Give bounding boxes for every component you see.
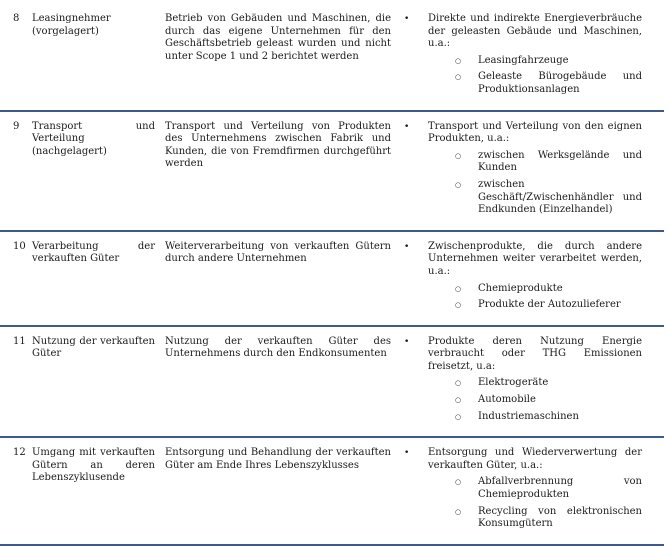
category-name: Nutzung der verkauften Güter	[32, 335, 155, 360]
number-cell	[0, 231, 30, 326]
sub-list-item	[428, 179, 642, 217]
examples-cell	[399, 231, 664, 326]
table-row	[0, 326, 664, 438]
category-cell	[30, 231, 161, 326]
category-number: 8	[13, 13, 20, 24]
sub-example-text: zwischen Werksgelände und Kunden	[478, 149, 642, 174]
number-cell	[0, 326, 30, 438]
list-item	[399, 447, 642, 531]
category-number: 12	[13, 447, 26, 459]
examples-block	[399, 438, 642, 544]
description-cell	[161, 4, 399, 111]
scope3-category-table	[0, 4, 664, 546]
list-item	[399, 121, 642, 217]
sub-list-item	[428, 476, 642, 501]
number-cell	[0, 4, 30, 111]
category-description: Entsorgung und Behandlung der verkauften Güter am Ende Ihres Lebenszyklusses	[165, 447, 391, 471]
category-name: Transport und Verteilung (nachgelagert)	[32, 120, 155, 157]
category-cell	[30, 4, 161, 111]
example-text: Transport und Verteilung von den eignen Produkten, u.a.:	[428, 120, 642, 145]
sub-examples-list	[428, 283, 642, 312]
sub-example-text: Recycling von elektronischen Konsumgütern	[478, 505, 642, 530]
examples-block	[399, 112, 642, 230]
examples-block	[399, 327, 642, 437]
sub-example-text: zwischen Geschäft/Zwischenhändler und Endkunden (Einzelhandel)	[478, 178, 642, 216]
sub-example-text: Leasingfahrzeuge	[478, 54, 569, 66]
number-cell	[0, 437, 30, 545]
category-cell	[30, 326, 161, 438]
examples-list	[399, 336, 642, 424]
category-description: Betrieb von Gebäuden und Maschinen, die durch das eigene Unternehmen für den Geschäftsbetrieb geleast wurden und nicht unter Scope 1 und 2 berichtet werden	[165, 13, 391, 62]
category-name: Verarbeitung der verkauften Güter	[32, 240, 155, 265]
examples-cell	[399, 326, 664, 438]
category-description: Nutzung der verkauften Güter des Unternehmens durch den Endkonsumenten	[165, 335, 391, 360]
examples-list	[399, 447, 642, 531]
category-cell	[30, 437, 161, 545]
sub-example-text: Elektrogeräte	[478, 377, 549, 389]
example-text: Zwischenprodukte, die durch andere Unternehmen weiter verarbeitet werden, u.a.:	[428, 240, 642, 277]
sub-example-text: Chemieprodukte	[478, 282, 563, 294]
category-description: Weiterverarbeitung von verkauften Gütern durch andere Unternehmen	[165, 240, 391, 265]
category-cell	[30, 111, 161, 231]
sub-list-item	[428, 394, 642, 407]
table-row	[0, 231, 664, 326]
sub-example-text: Produkte der Autozulieferer	[478, 299, 621, 311]
sub-list-item	[428, 150, 642, 175]
example-text: Direkte und indirekte Energieverbräuche der geleasten Gebäude und Maschinen, u.a.:	[428, 13, 642, 50]
category-number: 10	[13, 240, 26, 252]
table-row	[0, 437, 664, 545]
description-cell	[161, 111, 399, 231]
sub-list-item	[428, 411, 642, 424]
sub-examples-list	[428, 476, 642, 530]
category-name: Leasingnehmer (vorgelagert)	[32, 13, 111, 37]
examples-cell	[399, 111, 664, 231]
examples-cell	[399, 4, 664, 111]
sub-examples-list	[428, 377, 642, 423]
list-item	[399, 13, 642, 97]
examples-list	[399, 13, 642, 97]
sub-list-item	[428, 71, 642, 96]
examples-list	[399, 241, 642, 312]
table-row	[0, 4, 664, 111]
examples-block	[399, 232, 642, 325]
description-cell	[161, 326, 399, 438]
sub-list-item	[428, 506, 642, 531]
sub-list-item	[428, 283, 642, 296]
sub-list-item	[428, 299, 642, 312]
description-cell	[161, 231, 399, 326]
examples-list	[399, 121, 642, 217]
description-cell	[161, 437, 399, 545]
example-text: Entsorgung und Wiederverwertung der verkauften Güter, u.a.:	[428, 447, 642, 471]
number-cell	[0, 111, 30, 231]
table-row	[0, 111, 664, 231]
sub-examples-list	[428, 150, 642, 217]
sub-list-item	[428, 377, 642, 390]
sub-example-text: Abfallverbrennung von Chemieprodukten	[478, 476, 642, 501]
sub-examples-list	[428, 55, 642, 97]
list-item	[399, 241, 642, 312]
category-name: Umgang mit verkauften Gütern an deren Lebenszyklusende	[32, 447, 155, 484]
sub-example-text: Industriemaschinen	[478, 410, 579, 422]
examples-block	[399, 4, 642, 110]
list-item	[399, 336, 642, 424]
example-text: Produkte deren Nutzung Energie verbraucht oder THG Emissionen freisetzt, u.a:	[428, 335, 642, 372]
sub-list-item	[428, 55, 642, 68]
category-description: Transport und Verteilung von Produkten des Unternehmens zwischen Fabrik und Kunden, die von Fremdfirmen durchgeführt werden	[165, 120, 391, 170]
category-number: 9	[13, 120, 20, 132]
category-number: 11	[13, 335, 26, 347]
sub-example-text: Geleaste Bürogebäude und Produktionsanlagen	[478, 71, 642, 95]
sub-example-text: Automobile	[478, 394, 536, 406]
table-body	[0, 4, 664, 545]
examples-cell	[399, 437, 664, 545]
